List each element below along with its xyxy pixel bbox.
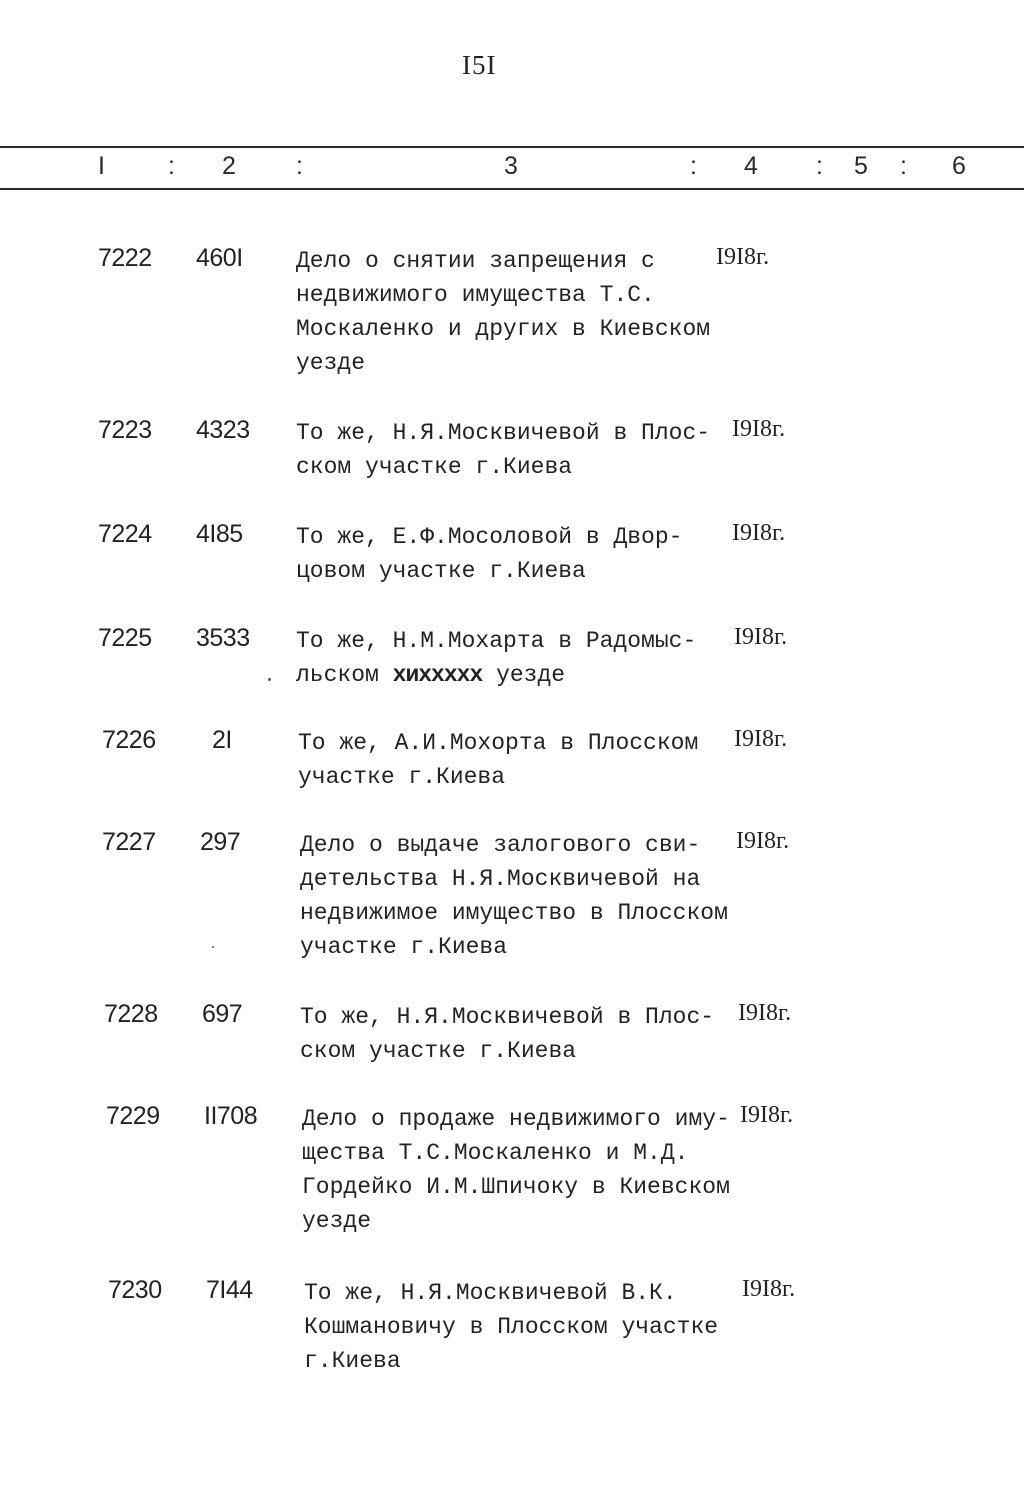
archive-number: 3533 [196,624,250,652]
entry-description [296,520,736,588]
entry-description [296,244,736,380]
entry-description [298,726,738,794]
description-line: ском участке г.Киева [296,454,573,480]
description-line: То же, Н.Я.Москвичевой в Плос- [296,420,711,446]
description-line: недвижимого имущества Т.С. [296,282,655,308]
header-sep: : [168,152,175,180]
header-col-2: 2 [222,152,236,180]
entry-year: I9I8г. [742,1276,796,1302]
description-line: То же, Е.Ф.Мосоловой в Двор- [296,524,683,550]
archive-number: 697 [202,1000,243,1028]
header-col-3: 3 [504,152,518,180]
entry-year: I9I8г. [736,828,790,854]
description-line: участке г.Киева [298,764,506,790]
description-line: уезде [302,1208,372,1234]
description-line [296,658,736,692]
description-line: г.Киева [304,1348,401,1374]
description-line: Кошмановичу в Плосском участке [304,1314,719,1340]
entry-number: 7225 [98,624,152,652]
description-line: ском участке г.Киева [300,1038,577,1064]
description-line: То же, Н.М.Мохарта в Радомыс- [296,628,697,654]
header-col-6: 6 [952,152,966,180]
description-line: Москаленко и других в Киевском [296,316,711,342]
entry-number: 7223 [98,416,152,444]
archive-number: 460I [196,244,243,272]
struck-out-word: хиххххх [392,662,483,688]
entry-year: I9I8г. [734,726,788,752]
entry-number: 7226 [102,726,156,754]
entry-year: I9I8г. [732,416,786,442]
archive-number: 7I44 [206,1276,253,1304]
header-col-4: 4 [744,152,758,180]
entry-description [304,1276,744,1378]
archive-number: 2I [212,726,232,754]
entry-number: 7230 [108,1276,162,1304]
paper-speck [268,678,271,681]
entry-description [300,1000,740,1068]
header-sep: : [690,152,697,180]
entry-number: 7222 [98,244,152,272]
description-line: Дело о продаже недвижимого иму- [302,1106,730,1132]
description-line: уезде [296,350,366,376]
page-number: I5I [462,50,497,80]
entry-number: 7228 [104,1000,158,1028]
entry-description [296,416,736,484]
entry-year: I9I8г. [738,1000,792,1026]
description-line: участке г.Киева [300,934,508,960]
description-line: То же, Н.Я.Москвичевой В.К. [304,1280,677,1306]
description-line: цовом участке г.Киева [296,558,586,584]
entry-description [302,1102,742,1238]
entry-number: 7224 [98,520,152,548]
description-line: Дело о выдаче залогового сви- [300,832,701,858]
archive-number: 4I85 [196,520,243,548]
description-word: льском [296,662,379,688]
header-rule-bottom [0,188,1024,190]
paper-speck [212,946,214,948]
entry-year: I9I8г. [732,520,786,546]
entry-year: I9I8г. [740,1102,794,1128]
description-word: уезде [496,662,566,688]
header-col-5: 5 [854,152,868,180]
archive-number: II708 [204,1102,258,1130]
header-rule-top [0,146,1024,148]
archive-number: 4323 [196,416,250,444]
description-line: То же, Н.Я.Москвичевой в Плос- [300,1004,715,1030]
header-sep: : [900,152,907,180]
description-line: Дело о снятии запрещения с [296,248,655,274]
header-sep: : [296,152,303,180]
entry-year: I9I8г. [734,624,788,650]
header-col-1: I [98,152,105,180]
entry-description [300,828,740,964]
description-line: детельства Н.Я.Москвичевой на [300,866,701,892]
header-sep: : [816,152,823,180]
entry-year: I9I8г. [716,244,770,270]
entry-number: 7229 [106,1102,160,1130]
archive-number: 297 [200,828,241,856]
entry-description [296,624,736,692]
entry-number: 7227 [102,828,156,856]
description-line: щества Т.С.Москаленко и М.Д. [302,1140,689,1166]
description-line: Гордейко И.М.Шпичоку в Киевском [302,1174,730,1200]
description-line: недвижимое имущество в Плосском [300,900,728,926]
description-line: То же, А.И.Мохорта в Плосском [298,730,699,756]
